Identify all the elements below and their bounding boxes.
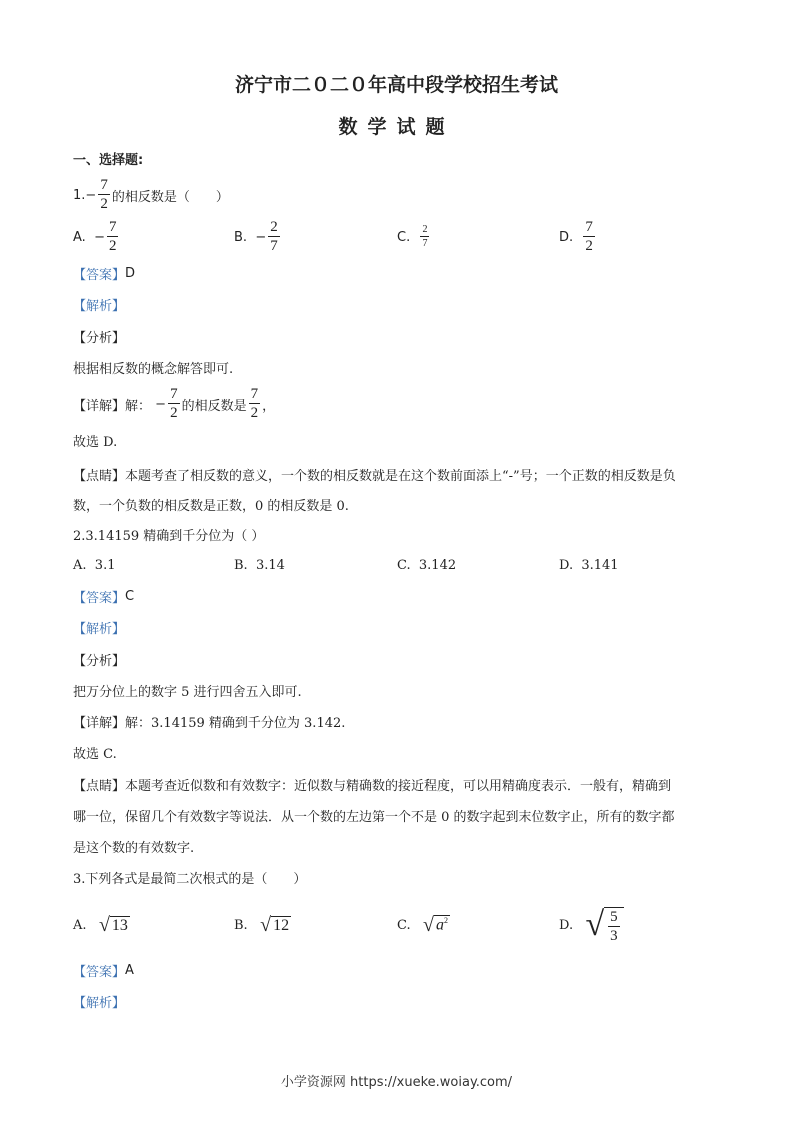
q2-option-c xyxy=(397,555,456,575)
option-letter: A. xyxy=(73,917,87,933)
option-letter: B. xyxy=(234,229,248,245)
comment-label: 【点睛】 xyxy=(73,468,126,484)
q2-fenxi-text: 把万分位上的数字 5 进行四舍五入即可. xyxy=(73,684,302,700)
square-root xyxy=(99,914,130,937)
q1-number: 1. xyxy=(73,187,86,203)
q2-detail xyxy=(73,711,345,731)
fraction xyxy=(608,910,620,944)
q1-analysis-label: 【解析】 xyxy=(73,298,126,314)
detail-label: 【详解】 xyxy=(73,398,126,414)
comment-text: 本题考查了相反数的意义，一个数的相反数就是在这个数前面添上“-”号；一个正数的相反数是负 xyxy=(125,468,676,484)
fraction xyxy=(98,178,110,212)
answer-value: A xyxy=(125,962,134,978)
fraction xyxy=(420,225,429,249)
option-letter: D. xyxy=(559,917,574,933)
denominator: 2 xyxy=(585,238,593,254)
detail-label: 【详解】 xyxy=(73,715,126,731)
fraction xyxy=(107,220,119,254)
section-heading: 一、选择题: xyxy=(73,152,144,168)
q3-option-b xyxy=(234,915,291,935)
q2-comment-cont: 哪一位，保留几个有效数字等说法．从一个数的左边第一个不是 0 的数字起到末位数字止，所有的数字都 xyxy=(73,809,675,825)
q2-analysis-label: 【解析】 xyxy=(73,621,126,637)
q2-choose: 故选 C. xyxy=(73,746,117,762)
square-root xyxy=(586,906,624,944)
q1-text: 的相反数是（ ） xyxy=(111,189,229,205)
q2-comment-cont2: 是这个数的有效数字. xyxy=(73,840,195,856)
q3-answer xyxy=(73,960,134,980)
option-value: 3.142 xyxy=(418,557,457,573)
answer-label: 【答案】 xyxy=(73,590,126,606)
q2-fenxi-label: 【分析】 xyxy=(73,653,126,669)
q2-comment xyxy=(73,774,671,794)
answer-value: D xyxy=(125,265,136,281)
q3-option-c xyxy=(397,915,450,935)
q2-option-d xyxy=(559,555,619,575)
denominator: 2 xyxy=(250,405,259,421)
q1-option-b xyxy=(234,219,282,254)
minus-sign: − xyxy=(85,187,97,203)
denominator: 7 xyxy=(270,238,278,254)
answer-label: 【答案】 xyxy=(73,267,126,283)
denominator: 2 xyxy=(100,196,108,212)
radical-sign-icon: √ xyxy=(98,913,110,936)
minus-sign: − xyxy=(155,396,167,412)
option-value: 3.141 xyxy=(581,557,619,573)
q3-analysis-label: 【解析】 xyxy=(73,995,126,1011)
option-value: 3.1 xyxy=(94,557,116,573)
q3-option-a xyxy=(73,915,130,935)
q1-fenxi-text: 根据相反数的概念解答即可. xyxy=(73,361,234,377)
radical-sign-icon: √ xyxy=(585,906,605,943)
radicand xyxy=(604,907,624,944)
radicand: 12 xyxy=(273,916,290,934)
minus-sign: − xyxy=(255,229,267,245)
q1-option-a xyxy=(73,219,120,254)
q1-comment xyxy=(73,464,676,484)
detail-text: 的相反数是 xyxy=(181,398,247,414)
option-letter: B. xyxy=(234,917,248,933)
comment-label: 【点睛】 xyxy=(73,778,126,794)
option-letter: A. xyxy=(73,557,87,573)
numerator: 7 xyxy=(100,177,108,193)
q1-detail xyxy=(73,386,276,421)
q1-comment-cont: 数，一个负数的相反数是正数，0 的相反数是 0. xyxy=(73,498,349,514)
option-letter: B. xyxy=(234,557,248,573)
fraction xyxy=(249,387,261,421)
radical-sign-icon: √ xyxy=(260,913,272,936)
option-letter: C. xyxy=(397,557,411,573)
numerator: 7 xyxy=(585,219,593,235)
numerator: 2 xyxy=(422,224,428,235)
fraction xyxy=(168,387,180,421)
option-value: 3.14 xyxy=(255,557,285,573)
q2-option-a xyxy=(73,555,115,575)
detail-text: 解：3.14159 精确到千分位为 3.142. xyxy=(125,715,346,731)
numerator: 7 xyxy=(170,386,178,402)
footer-watermark: 小学资源网 https://xueke.woiay.com/ xyxy=(280,1075,513,1090)
exam-title: 济宁市二０二０年高中段学校招生考试 xyxy=(234,74,558,96)
radical-sign-icon: √ xyxy=(423,913,435,936)
detail-text: ， xyxy=(262,398,276,414)
q2-option-b xyxy=(234,555,285,575)
radicand: 13 xyxy=(111,916,128,934)
minus-sign: − xyxy=(94,229,105,245)
option-letter: C. xyxy=(397,229,411,245)
square-root xyxy=(260,914,291,937)
exponent: 2 xyxy=(444,916,449,926)
q1-fenxi-label: 【分析】 xyxy=(73,330,126,346)
denominator: 7 xyxy=(422,238,428,249)
denominator: 2 xyxy=(170,405,178,421)
option-letter: D. xyxy=(559,557,574,573)
detail-text: 解： xyxy=(125,398,152,414)
option-letter: A. xyxy=(73,229,86,245)
q1-option-d xyxy=(559,219,597,254)
comment-text: 本题考查近似数和有效数字：近似数与精确数的接近程度，可以用精确度表示．一般有，精确到 xyxy=(125,778,672,794)
numerator: 7 xyxy=(108,219,117,235)
option-letter: D. xyxy=(559,229,574,245)
denominator: 2 xyxy=(108,238,117,254)
q2-answer xyxy=(73,586,134,606)
numerator: 2 xyxy=(270,219,278,235)
numerator: 7 xyxy=(250,386,259,402)
fraction xyxy=(268,220,280,254)
q1-option-c xyxy=(397,224,431,249)
fraction xyxy=(583,220,595,254)
answer-label: 【答案】 xyxy=(73,964,126,980)
square-root xyxy=(423,914,450,937)
exam-subtitle: 数学试题 xyxy=(338,116,455,138)
q3-option-d xyxy=(559,906,624,944)
q1-answer xyxy=(73,263,135,283)
radicand xyxy=(434,915,450,934)
denominator: 3 xyxy=(610,927,618,944)
q2-stem: 2.3.14159 精确到千分位为（ ） xyxy=(73,528,265,544)
base: a xyxy=(436,916,445,934)
q1-choose: 故选 D. xyxy=(73,434,118,450)
answer-value: C xyxy=(125,588,135,604)
numerator: 5 xyxy=(610,908,618,925)
q3-stem: 3.下列各式是最简二次根式的是（ ） xyxy=(73,871,307,887)
q1-stem xyxy=(73,177,229,212)
option-letter: C. xyxy=(397,917,411,933)
